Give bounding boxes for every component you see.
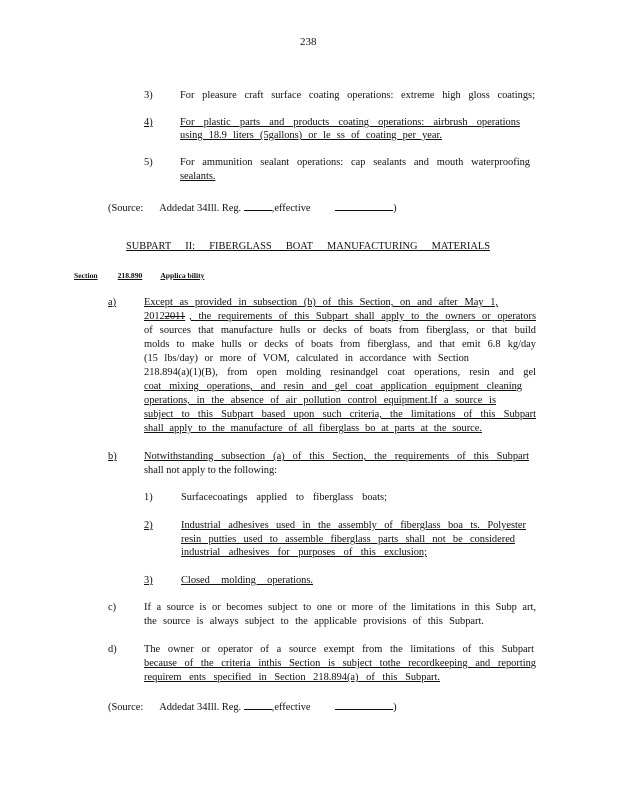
para-b-item-2-number: 2) (144, 520, 153, 531)
source-blank-effective-2 (335, 700, 393, 710)
source-note-2: (Source: Addedat 34Ill. Reg. ,effective ) (108, 702, 397, 713)
item-5-number: 5) (144, 157, 153, 168)
para-c-letter: c) (108, 602, 117, 613)
para-c-line-1: If a source is or becomes subject to one or more of the limitations in this Subp art, (144, 602, 536, 613)
para-c-line-2: the source is always subject to the applicable provisions of this Subpart. (144, 616, 484, 627)
para-d-line-2: because of the criteria inthis Section is subject tothe recordkeeping and reporting (144, 658, 536, 669)
para-b-item-2-line-3: industrial adhesives for purposes of this exclusion; (181, 547, 427, 558)
para-d-line-1: The owner or operator of a source exempt from the limitations of this Subpart (144, 644, 534, 655)
item-5-text-line2: sealants. (180, 171, 216, 182)
source-note-1: (Source: Addedat 34Ill. Reg. ,effective ) (108, 203, 397, 214)
para-a-line-7: coat mixing operations, and resin and gel coat application equipment cleaning (144, 381, 522, 392)
para-a-line-10: shall apply to the manufacture of all fiberglass bo at parts at the source. (144, 423, 482, 434)
para-b-letter: b) (108, 451, 117, 462)
para-b-item-1-text: Surfacecoatings applied to fiberglass boats; (181, 492, 387, 503)
para-b-item-1-number: 1) (144, 492, 153, 503)
page-number: 238 (300, 36, 317, 48)
source-blank-register (244, 201, 272, 211)
para-a-letter: a) (108, 297, 117, 308)
source-blank-register-2 (244, 700, 272, 710)
item-4-text-line2: using 18.9 liters (5gallons) or le ss of coating per year. (180, 130, 442, 141)
para-b-line-1: Notwithstanding subsection (a) of this Section, the requirements of this Subpart (144, 451, 529, 462)
source-blank-effective (335, 201, 393, 211)
para-a-line-4: molds to make hulls or decks of boats from fiberglass, and that emit 6.8 kg/day (144, 339, 536, 350)
item-5-text-line1: For ammunition sealant operations: cap sealants and mouth waterproofing (180, 157, 530, 168)
item-3-text: For pleasure craft surface coating operations: extreme high gloss coatings; (180, 90, 535, 101)
para-a-line-6: 218.894(a)(1)(B), from open molding resinandgel coat operations, resin and gel (144, 367, 536, 378)
para-a-line-3: of sources that manufacture hulls or decks of boats from fiberglass, or that build (144, 325, 536, 336)
para-b-item-3-text: Closed molding operations. (181, 575, 313, 586)
subpart-heading: SUBPART II: FIBERGLASS BOAT MANUFACTURING MATERIALS (126, 241, 490, 252)
item-3-number: 3) (144, 90, 153, 101)
item-4-number: 4) (144, 117, 153, 128)
para-b-item-3-number: 3) (144, 575, 153, 586)
para-d-letter: d) (108, 644, 117, 655)
item-4-text-line1: For plastic parts and products coating operations: airbrush operations (180, 117, 520, 128)
para-b-item-2-line-2: resin putties used to assemble fiberglass parts shall not be considered (181, 534, 515, 545)
para-a-line-8: operations, in the absence of air pollution control equipment.If a source is (144, 395, 496, 406)
para-a-line-1: Except as provided in subsection (b) of this Section, on and after May 1, (144, 297, 498, 308)
para-a-line-2: 2012 2011 , the requirements of this Subpart shall apply to the owners or operators (144, 311, 536, 322)
para-a-line-5: (15 lbs/day) or more of VOM, calculated in accordance with Section (144, 353, 469, 364)
para-b-line-2: shall not apply to the following: (144, 465, 278, 476)
section-heading: Section 218.890 Applica bility (74, 271, 205, 280)
para-d-line-3: requirem ents specified in Section 218.894(a) of this Subpart. (144, 672, 440, 683)
para-b-item-2-line-1: Industrial adhesives used in the assembly of fiberglass boa ts. Polyester (181, 520, 526, 531)
para-a-line-9: subject to this Subpart based upon such criteria, the limitations of this Subpart (144, 409, 536, 420)
